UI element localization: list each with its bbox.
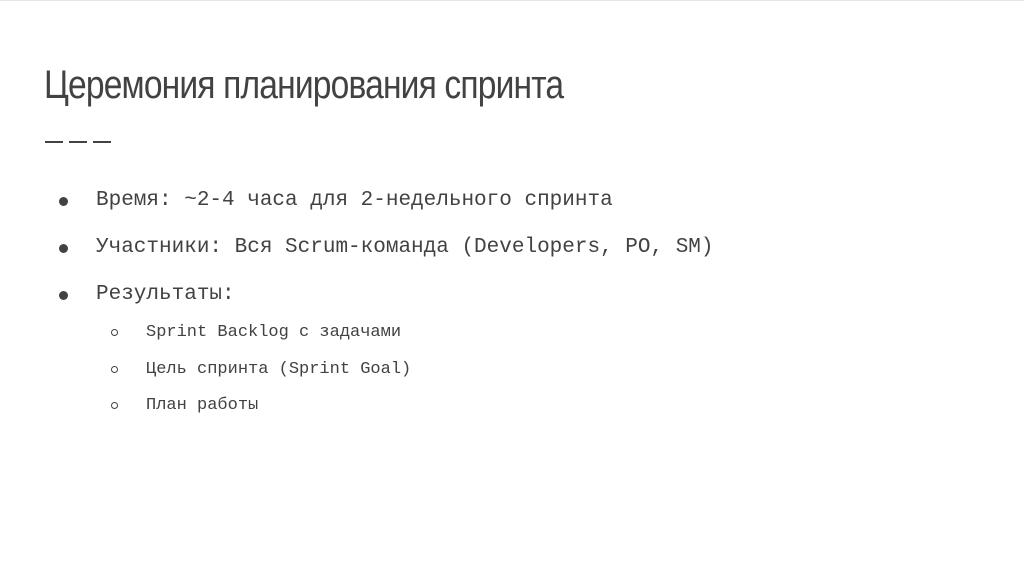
divider-dash [69,141,87,143]
bullet-ring-icon [111,402,118,409]
bullet-ring-icon [111,366,118,373]
bullet-dot-icon [59,197,68,206]
sub-item-sprint-backlog: Sprint Backlog с задачами [146,323,402,342]
title-divider [45,141,111,143]
bullet-ring-icon [111,329,118,336]
bullet-item-participants: Участники: Вся Scrum-команда (Developers, PO, SM) [96,236,714,259]
bullet-item-results: Результаты: [96,283,235,306]
bullet-dot-icon [59,244,68,253]
bullet-dot-icon [59,291,68,300]
bullet-item-time: Время: ~2-4 часа для 2-недельного спринта [96,189,613,212]
divider-dash [45,141,63,143]
divider-dash [93,141,111,143]
slide-title: Церемония планирования спринта [44,63,564,107]
sub-item-work-plan: План работы [146,396,259,415]
sub-item-sprint-goal: Цель спринта (Sprint Goal) [146,360,412,379]
